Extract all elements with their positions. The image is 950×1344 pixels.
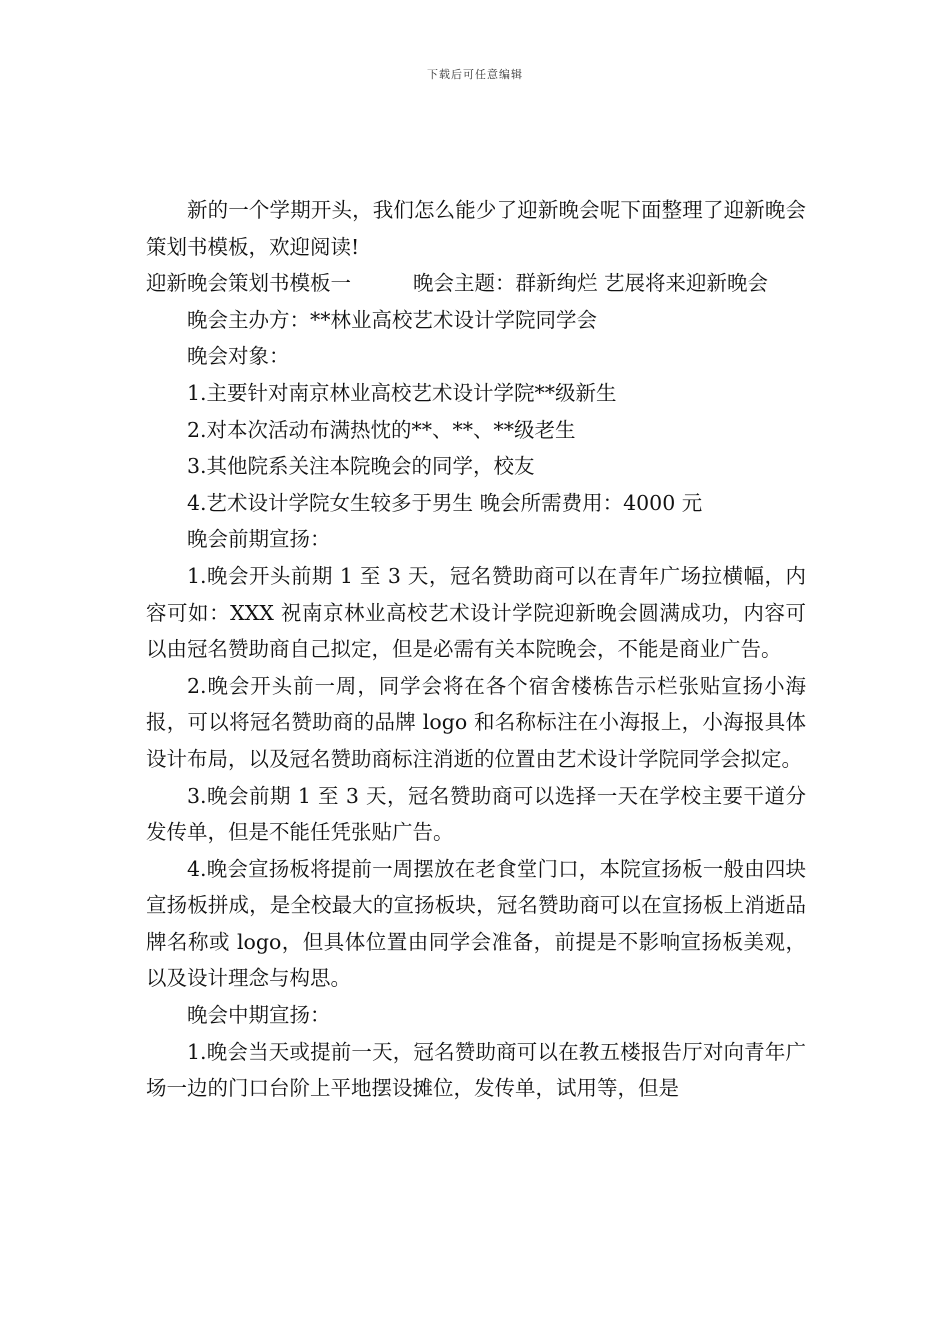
early-promo-item: 1.晚会开头前期 1 至 3 天，冠名赞助商可以在青年广场拉横幅，内容可如：XXX 祝南京林业高校艺术设计学院迎新晚会圆满成功，内容可以由冠名赞助商自己拟定，但是必需有关本院晚会，不能是商业广告。 — [146, 563, 806, 662]
document-body — [146, 192, 806, 1107]
early-promo-heading: 晚会前期宣扬： — [187, 527, 331, 552]
mid-promo-heading: 晚会中期宣扬： — [187, 1003, 331, 1028]
early-promo-item: 2.晚会开头前一周，同学会将在各个宿舍楼栋告示栏张贴宣扬小海报，可以将冠名赞助商的品牌 logo 和名称标注在小海报上，小海报具体设计布局，以及冠名赞助商标注消逝的位置由艺术设计学院同学会拟定。 — [146, 673, 806, 771]
section-title: 迎新晚会策划书模板一 — [146, 271, 351, 296]
early-promo-item: 4.晚会宣扬板将提前一周摆放在老食堂门口，本院宣扬板一般由四块宣扬板拼成，是全校最大的宣扬板块，冠名赞助商可以在宣扬板上消逝品牌名称或 logo，但具体位置由同学会准备，前提是不影响宣扬板美观，以及设计理念与构思。 — [146, 856, 806, 991]
audience-item: 4.艺术设计学院女生较多于男生 晚会所需费用：4000 元 — [187, 490, 703, 515]
intro-paragraph: 新的一个学期开头，我们怎么能少了迎新晚会呢下面整理了迎新晚会策划书模板，欢迎阅读! — [146, 198, 806, 259]
audience-item: 3.其他院系关注本院晚会的同学，校友 — [187, 454, 535, 479]
theme-line: 晚会主题：群新绚烂 艺展将来迎新晚会 — [413, 271, 769, 296]
early-promo-item: 3.晚会前期 1 至 3 天，冠名赞助商可以选择一天在学校主要干道分发传单，但是不能任凭张贴广告。 — [146, 783, 806, 845]
audience-item: 2.对本次活动布满热忱的**、**、**级老生 — [187, 417, 576, 442]
organizer-line: 晚会主办方：**林业高校艺术设计学院同学会 — [187, 307, 597, 332]
mid-promo-item: 1.晚会当天或提前一天，冠名赞助商可以在教五楼报告厅对向青年广场一边的门口台阶上平地摆设摊位，发传单，试用等，但是 — [146, 1039, 806, 1101]
audience-heading: 晚会对象： — [187, 344, 290, 369]
section-title-line — [146, 265, 806, 302]
audience-item: 1.主要针对南京林业高校艺术设计学院**级新生 — [187, 380, 617, 405]
page-header: 下载后可任意编辑 — [427, 68, 523, 81]
